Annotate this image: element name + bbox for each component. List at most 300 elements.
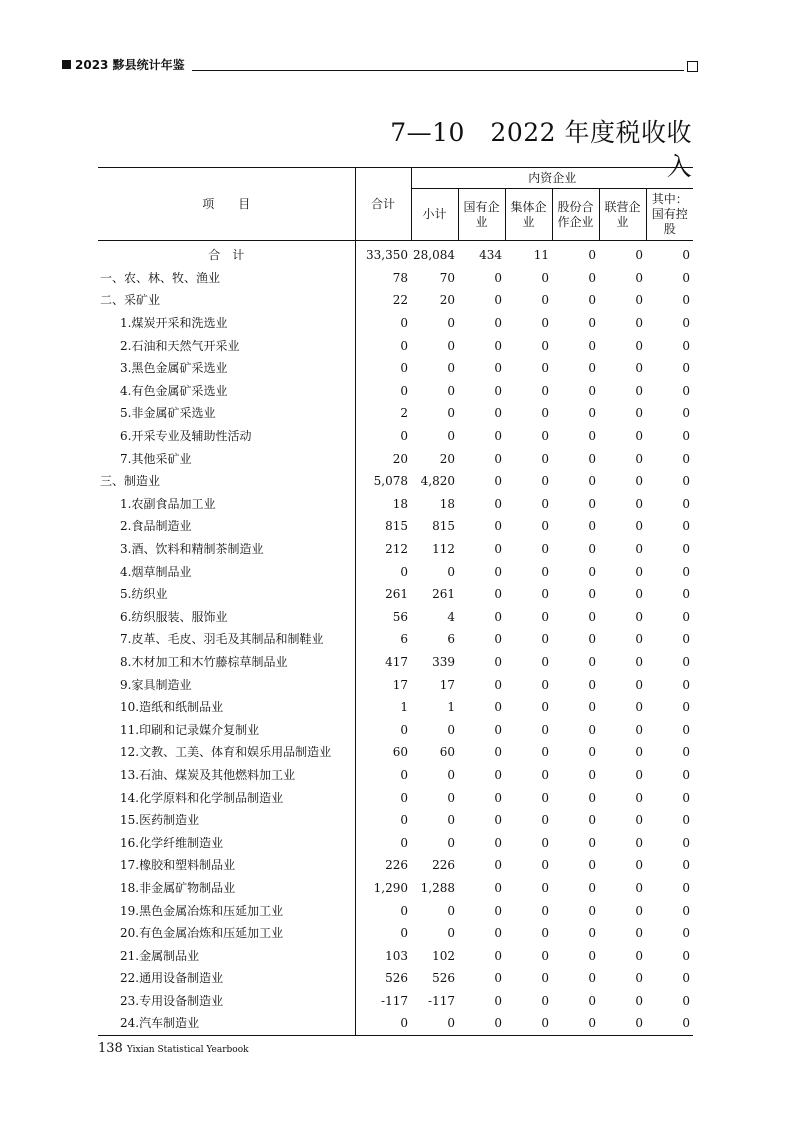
row-value: 20 [355, 447, 411, 470]
table-row [98, 357, 693, 380]
row-value: 0 [588, 948, 596, 963]
row-label: 合 计 [208, 248, 245, 263]
row-value: 0 [355, 334, 411, 357]
row-value: 0 [447, 316, 455, 331]
row-value: 4 [447, 609, 455, 624]
row-value: 0 [635, 632, 643, 647]
row-value: 0 [682, 677, 691, 692]
row-value: 17 [439, 677, 455, 692]
row-value: 0 [447, 338, 455, 353]
row-value: 6 [355, 628, 411, 651]
row-value: 0 [682, 383, 691, 398]
row-value: 1,288 [420, 880, 455, 895]
row-value: 0 [494, 993, 502, 1008]
row-value: 0 [588, 722, 596, 737]
row-value: 0 [447, 429, 455, 444]
row-value: 0 [494, 813, 502, 828]
row-value: 0 [588, 519, 596, 534]
row-value: 0 [682, 654, 691, 669]
row-value: 0 [588, 767, 596, 782]
row-label: 2.石油和天然气开采业 [120, 338, 240, 353]
column-header-collective: 集体企业 [505, 189, 552, 241]
row-value: 0 [355, 922, 411, 945]
row-value: 0 [682, 790, 691, 805]
column-header-allied: 联营企业 [599, 189, 646, 241]
row-value: 0 [541, 654, 549, 669]
row-value: 0 [494, 564, 502, 579]
row-label: 二、采矿业 [100, 293, 161, 308]
row-value: 0 [541, 519, 549, 534]
row-label: 5.纺织业 [120, 587, 168, 602]
row-value: 0 [541, 835, 549, 850]
row-value: 0 [635, 361, 643, 376]
row-value: 0 [494, 383, 502, 398]
row-value: 0 [635, 496, 643, 511]
row-value: 0 [541, 858, 549, 873]
row-value: 815 [432, 519, 455, 534]
row-value: 0 [494, 858, 502, 873]
column-header-joint-stock: 股份合作企业 [552, 189, 599, 241]
row-value: 0 [588, 813, 596, 828]
row-label: 20.有色金属冶炼和压延加工业 [120, 926, 284, 941]
row-value: 0 [494, 767, 502, 782]
row-value: 0 [541, 948, 549, 963]
row-value: 0 [588, 293, 596, 308]
row-value: 0 [682, 993, 691, 1008]
row-label: 21.金属制品业 [120, 948, 200, 963]
row-value: 0 [682, 700, 691, 715]
row-value: 0 [635, 722, 643, 737]
table-row [98, 560, 693, 583]
row-value: 0 [682, 496, 691, 511]
row-value: 0 [635, 270, 643, 285]
row-value: 0 [541, 542, 549, 557]
row-value: 0 [588, 429, 596, 444]
row-value: 0 [588, 587, 596, 602]
row-label: 三、制造业 [100, 474, 161, 489]
row-value: 0 [635, 790, 643, 805]
row-value: 0 [635, 745, 643, 760]
row-value: 0 [588, 270, 596, 285]
row-value: 0 [682, 406, 691, 421]
row-value: 2 [355, 402, 411, 425]
row-value: 0 [494, 338, 502, 353]
column-header-state-holding: 其中：国有控股 [646, 189, 693, 241]
row-value: 0 [635, 677, 643, 692]
row-value: 0 [447, 926, 455, 941]
row-value: 0 [682, 564, 691, 579]
row-value: 0 [588, 971, 596, 986]
table-row [98, 1012, 693, 1035]
row-label: 15.医药制造业 [120, 813, 200, 828]
row-value: 0 [355, 560, 411, 583]
row-label: 6.开采专业及辅助性活动 [120, 429, 252, 444]
row-value: 0 [494, 587, 502, 602]
table-row [98, 673, 693, 696]
row-label: 1.农副食品加工业 [120, 496, 216, 511]
table-row [98, 241, 693, 267]
row-value: 78 [355, 267, 411, 290]
row-value: 0 [588, 474, 596, 489]
row-value: 0 [588, 451, 596, 466]
table-row [98, 990, 693, 1013]
table-row [98, 289, 693, 312]
row-value: 0 [541, 316, 549, 331]
header-rule [192, 70, 684, 71]
row-label: 10.造纸和纸制品业 [120, 700, 224, 715]
row-value: 0 [541, 429, 549, 444]
row-value: 0 [541, 270, 549, 285]
row-value: 0 [494, 542, 502, 557]
row-value: 0 [355, 809, 411, 832]
row-value: 0 [411, 1012, 458, 1035]
row-value: 17 [355, 673, 411, 696]
row-value: 0 [355, 764, 411, 787]
row-value: 226 [432, 858, 455, 873]
row-value: 0 [635, 609, 643, 624]
row-value: 0 [541, 609, 549, 624]
row-label: 4.烟草制品业 [120, 564, 192, 579]
row-value: 5,078 [355, 470, 411, 493]
table-row [98, 651, 693, 674]
table-row [98, 470, 693, 493]
row-value: 0 [682, 609, 691, 624]
row-value: 0 [635, 406, 643, 421]
row-value: 0 [541, 406, 549, 421]
row-value: 0 [588, 248, 596, 263]
row-label: 14.化学原料和化学制品制造业 [120, 790, 284, 805]
row-value: 0 [588, 858, 596, 873]
row-label: 22.通用设备制造业 [120, 971, 224, 986]
table-title: 7—10 2022 年度税收收入 [390, 118, 692, 181]
row-value: 1 [447, 700, 455, 715]
table-row [98, 944, 693, 967]
row-value: 0 [494, 971, 502, 986]
row-value: 0 [494, 293, 502, 308]
row-value: 0 [682, 813, 691, 828]
row-label: 3.酒、饮料和精制茶制造业 [120, 542, 264, 557]
column-header-state-owned: 国有企业 [458, 189, 505, 241]
table-row [98, 922, 693, 945]
row-value: 339 [432, 654, 455, 669]
row-value: 0 [682, 880, 691, 895]
row-value: 0 [635, 248, 643, 263]
row-value: 60 [355, 741, 411, 764]
row-value: 0 [494, 745, 502, 760]
row-value: 0 [541, 677, 549, 692]
row-value: 0 [588, 383, 596, 398]
row-value: 0 [494, 926, 502, 941]
row-value: 22 [355, 289, 411, 312]
row-label: 一、农、林、牧、渔业 [100, 270, 221, 285]
table-row [98, 718, 693, 741]
row-value: 0 [635, 700, 643, 715]
row-value: 0 [541, 971, 549, 986]
row-value: 226 [355, 854, 411, 877]
row-label: 13.石油、煤炭及其他燃料加工业 [120, 767, 296, 782]
row-value: 0 [355, 831, 411, 854]
row-value: 0 [541, 813, 549, 828]
row-value: 0 [588, 903, 596, 918]
row-value: 0 [447, 383, 455, 398]
empty-square-icon [687, 61, 698, 72]
row-value: 0 [447, 790, 455, 805]
row-label: 24.汽车制造业 [98, 1012, 355, 1035]
row-value: 212 [355, 538, 411, 561]
row-value: 28,084 [413, 248, 455, 263]
row-value: 0 [541, 451, 549, 466]
row-value: 0 [355, 786, 411, 809]
table-row [98, 334, 693, 357]
row-value: 0 [588, 406, 596, 421]
row-label: 3.黑色金属矿采选业 [120, 361, 228, 376]
row-label: 23.专用设备制造业 [120, 993, 224, 1008]
row-value: 0 [494, 880, 502, 895]
row-value: 0 [682, 587, 691, 602]
row-value: 0 [588, 338, 596, 353]
row-label: 16.化学纤维制造业 [120, 835, 224, 850]
row-value: 0 [635, 474, 643, 489]
row-value: 0 [588, 542, 596, 557]
table-row [98, 606, 693, 629]
table-row [98, 786, 693, 809]
row-value: 0 [355, 718, 411, 741]
table-row [98, 628, 693, 651]
row-value: 0 [355, 312, 411, 335]
row-value: 0 [682, 248, 691, 263]
row-value: 0 [635, 948, 643, 963]
row-value: 0 [682, 926, 691, 941]
row-value: 0 [494, 429, 502, 444]
table-row [98, 583, 693, 606]
row-value: 0 [541, 767, 549, 782]
row-value: 0 [447, 406, 455, 421]
row-value: 0 [494, 474, 502, 489]
table-row [98, 854, 693, 877]
row-value: 0 [682, 429, 691, 444]
row-label: 18.非金属矿物制品业 [120, 880, 236, 895]
row-value: 11 [533, 248, 549, 263]
table-row [98, 877, 693, 900]
row-value: 0 [588, 880, 596, 895]
row-value: 0 [682, 542, 691, 557]
row-value: 261 [432, 587, 455, 602]
row-value: 0 [494, 519, 502, 534]
row-value: 0 [541, 383, 549, 398]
row-value: 20 [439, 293, 455, 308]
row-value: 0 [447, 903, 455, 918]
row-value: 60 [439, 745, 455, 760]
row-value: 0 [635, 993, 643, 1008]
row-value: 0 [682, 474, 691, 489]
row-value: 0 [447, 767, 455, 782]
row-value: 0 [682, 903, 691, 918]
row-value: 0 [588, 790, 596, 805]
row-value: 0 [458, 1012, 505, 1035]
row-value: 0 [588, 993, 596, 1008]
row-label: 7.其他采矿业 [120, 451, 192, 466]
table-body [98, 241, 693, 1036]
row-value: 4,820 [420, 474, 455, 489]
yearbook-name: Yixian Statistical Yearbook [126, 1045, 249, 1055]
row-label: 8.木材加工和木竹藤棕草制品业 [120, 654, 288, 669]
row-value: 0 [505, 1012, 552, 1035]
row-value: 0 [494, 722, 502, 737]
row-label: 17.橡胶和塑料制品业 [120, 858, 236, 873]
row-value: 0 [447, 835, 455, 850]
row-value: 0 [588, 632, 596, 647]
table-row [98, 538, 693, 561]
row-value: 0 [635, 835, 643, 850]
row-value: 0 [494, 903, 502, 918]
row-value: 0 [447, 722, 455, 737]
row-value: 526 [432, 971, 455, 986]
row-value: 0 [541, 587, 549, 602]
row-value: 0 [682, 293, 691, 308]
row-label: 12.文教、工美、体育和娱乐用品制造业 [120, 745, 332, 760]
row-value: 0 [541, 993, 549, 1008]
row-label: 19.黑色金属冶炼和压延加工业 [120, 903, 284, 918]
row-value: 0 [588, 564, 596, 579]
row-value: 0 [541, 496, 549, 511]
row-label: 11.印刷和记录媒介复制业 [120, 722, 260, 737]
row-value: 0 [588, 496, 596, 511]
table-row [98, 831, 693, 854]
row-value: 0 [494, 654, 502, 669]
page-footer [98, 1041, 249, 1057]
row-value: 0 [682, 835, 691, 850]
row-value: 0 [682, 270, 691, 285]
row-value: 70 [439, 270, 455, 285]
row-value: 434 [479, 248, 502, 263]
table-row [98, 741, 693, 764]
row-value: 0 [588, 609, 596, 624]
column-header-subtotal: 小计 [411, 189, 458, 241]
row-value: 0 [635, 564, 643, 579]
row-value: 20 [439, 451, 455, 466]
row-value: 0 [355, 380, 411, 403]
table-row [98, 764, 693, 787]
row-value: 261 [355, 583, 411, 606]
row-value: 0 [682, 858, 691, 873]
row-value: 0 [588, 361, 596, 376]
row-value: 0 [588, 926, 596, 941]
table-row [98, 809, 693, 832]
table-row [98, 267, 693, 290]
row-value: 0 [355, 899, 411, 922]
row-value: 0 [635, 383, 643, 398]
row-value: 0 [355, 357, 411, 380]
tax-revenue-table [98, 167, 693, 1036]
row-value: 815 [355, 515, 411, 538]
row-value: 0 [494, 948, 502, 963]
table-row [98, 696, 693, 719]
row-value: 0 [635, 587, 643, 602]
row-value: 0 [635, 858, 643, 873]
table-row [98, 967, 693, 990]
row-value: 0 [588, 745, 596, 760]
row-value: 0 [682, 519, 691, 534]
row-value: 0 [494, 406, 502, 421]
row-value: 1,290 [355, 877, 411, 900]
running-header [62, 57, 698, 73]
row-value: 33,350 [355, 241, 411, 267]
row-value: 0 [635, 654, 643, 669]
row-value: 1 [355, 696, 411, 719]
row-label: 5.非金属矿采选业 [120, 406, 216, 421]
column-header-domestic-group: 内资企业 [411, 168, 693, 189]
row-value: 0 [541, 293, 549, 308]
row-value: 0 [635, 767, 643, 782]
column-header-item: 项 目 [98, 168, 355, 241]
row-value: 0 [682, 722, 691, 737]
column-header-total: 合计 [355, 168, 411, 241]
row-value: 0 [447, 813, 455, 828]
row-value: 0 [635, 338, 643, 353]
row-value: 56 [355, 606, 411, 629]
row-value: 0 [682, 316, 691, 331]
row-value: 0 [541, 361, 549, 376]
row-value: 0 [447, 564, 455, 579]
page-number: 138 [98, 1041, 123, 1056]
running-header-text: 2023 黟县统计年鉴 [75, 58, 185, 72]
row-value: 0 [541, 338, 549, 353]
table-row [98, 447, 693, 470]
row-value: 0 [494, 361, 502, 376]
row-value: 0 [635, 519, 643, 534]
row-label: 2.食品制造业 [120, 519, 192, 534]
row-value: 0 [682, 745, 691, 760]
row-value: 0 [682, 338, 691, 353]
row-value: 0 [494, 790, 502, 805]
row-value: 18 [439, 496, 455, 511]
row-value: 0 [541, 632, 549, 647]
row-value: 0 [635, 429, 643, 444]
row-label: 7.皮革、毛皮、羽毛及其制品和制鞋业 [120, 632, 324, 647]
row-value: 0 [541, 903, 549, 918]
row-value: 0 [635, 880, 643, 895]
table-row [98, 312, 693, 335]
row-value: 0 [646, 1012, 693, 1035]
row-value: 0 [541, 700, 549, 715]
row-value: 112 [432, 542, 455, 557]
row-value: 0 [635, 971, 643, 986]
row-label: 1.煤炭开采和洗选业 [120, 316, 228, 331]
row-value: 18 [355, 493, 411, 516]
row-value: -117 [428, 993, 455, 1008]
row-value: 0 [447, 361, 455, 376]
row-value: 0 [494, 700, 502, 715]
row-value: 0 [635, 316, 643, 331]
row-value: 0 [494, 609, 502, 624]
table-row [98, 425, 693, 448]
row-value: 0 [599, 1012, 646, 1035]
row-value: 0 [541, 790, 549, 805]
row-value: 0 [588, 677, 596, 692]
row-value: 0 [635, 293, 643, 308]
row-value: 0 [682, 971, 691, 986]
row-value: 417 [355, 651, 411, 674]
row-value: 0 [682, 632, 691, 647]
row-value: 103 [355, 944, 411, 967]
row-value: 0 [541, 474, 549, 489]
row-value: 0 [588, 835, 596, 850]
row-value: 102 [432, 948, 455, 963]
table-row [98, 899, 693, 922]
table-row [98, 515, 693, 538]
row-value: 0 [541, 722, 549, 737]
row-value: 0 [635, 542, 643, 557]
